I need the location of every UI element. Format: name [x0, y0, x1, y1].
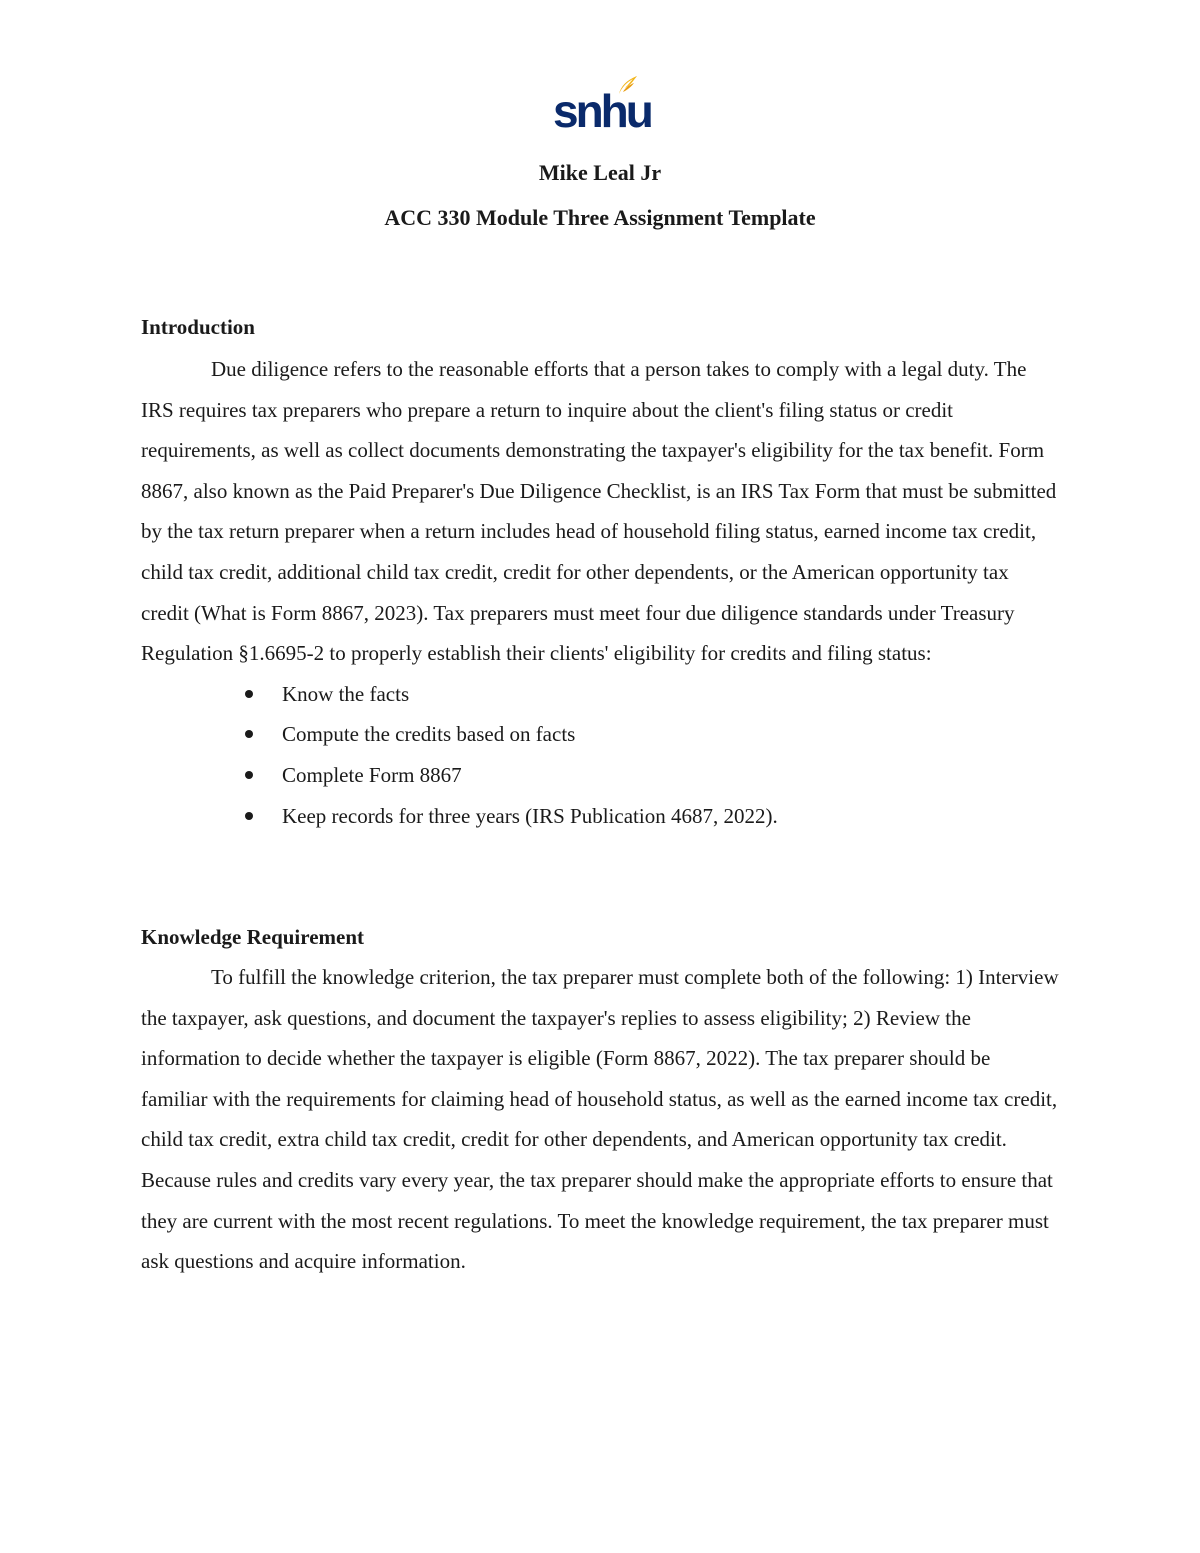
list-item: Know the facts [245, 674, 1061, 715]
list-item: Compute the credits based on facts [245, 714, 1061, 755]
document-title: ACC 330 Module Three Assignment Template [384, 205, 816, 230]
snhu-logo [553, 72, 651, 137]
introduction-paragraph: Due diligence refers to the reasonable efforts that a person takes to comply with a legal duty. The IRS requires tax preparers who prepare a return to inquire about the client's filing status or credit requirements, as well as collect documents demonstrating the taxpayer's eligibility for the tax benefit. Form 8867, also known as the Paid Preparer's Due Diligence Checklist, is an IRS Tax Form that must be submitted by the tax return preparer when a return includes head of household filing status, earned income tax credit, child tax credit, additional child tax credit, credit for other dependents, or the American opportunity tax credit (What is Form 8867, 2023). Tax preparers must meet four due diligence standards under Treasury Regulation §1.6695-2 to properly establish their clients' eligibility for credits and filing status: [141, 357, 1057, 666]
list-item: Complete Form 8867 [245, 755, 1061, 796]
bullet-icon [245, 730, 253, 738]
bullet-icon [245, 690, 253, 698]
author-name: Mike Leal Jr [538, 160, 662, 185]
due-diligence-list [141, 674, 1061, 836]
introduction-section [141, 312, 1061, 836]
bullet-icon [245, 812, 253, 820]
knowledge-heading: Knowledge Requirement [141, 925, 365, 949]
bullet-icon [245, 771, 253, 779]
list-item: Keep records for three years (IRS Publication 4687, 2022). [245, 796, 1061, 837]
introduction-heading: Introduction [141, 315, 255, 339]
knowledge-paragraph: To fulfill the knowledge criterion, the tax preparer must complete both of the following: 1) Interview the taxpayer, ask questions, and document the taxpayer's replies to assess eligibility; 2) Review the information to decide whether the taxpayer is eligible (Form 8867, 2022). The tax preparer should be familiar with the requirements for claiming head of household status, as well as the earned income tax credit, child tax credit, extra child tax credit, credit for other dependents, and American opportunity tax credit. Because rules and credits vary every year, the tax preparer should make the appropriate efforts to ensure that they are current with the most recent regulations. To meet the knowledge requirement, the tax preparer must ask questions and acquire information. [141, 965, 1059, 1274]
knowledge-section [141, 922, 1061, 1282]
logo-text: snhu [553, 85, 651, 137]
